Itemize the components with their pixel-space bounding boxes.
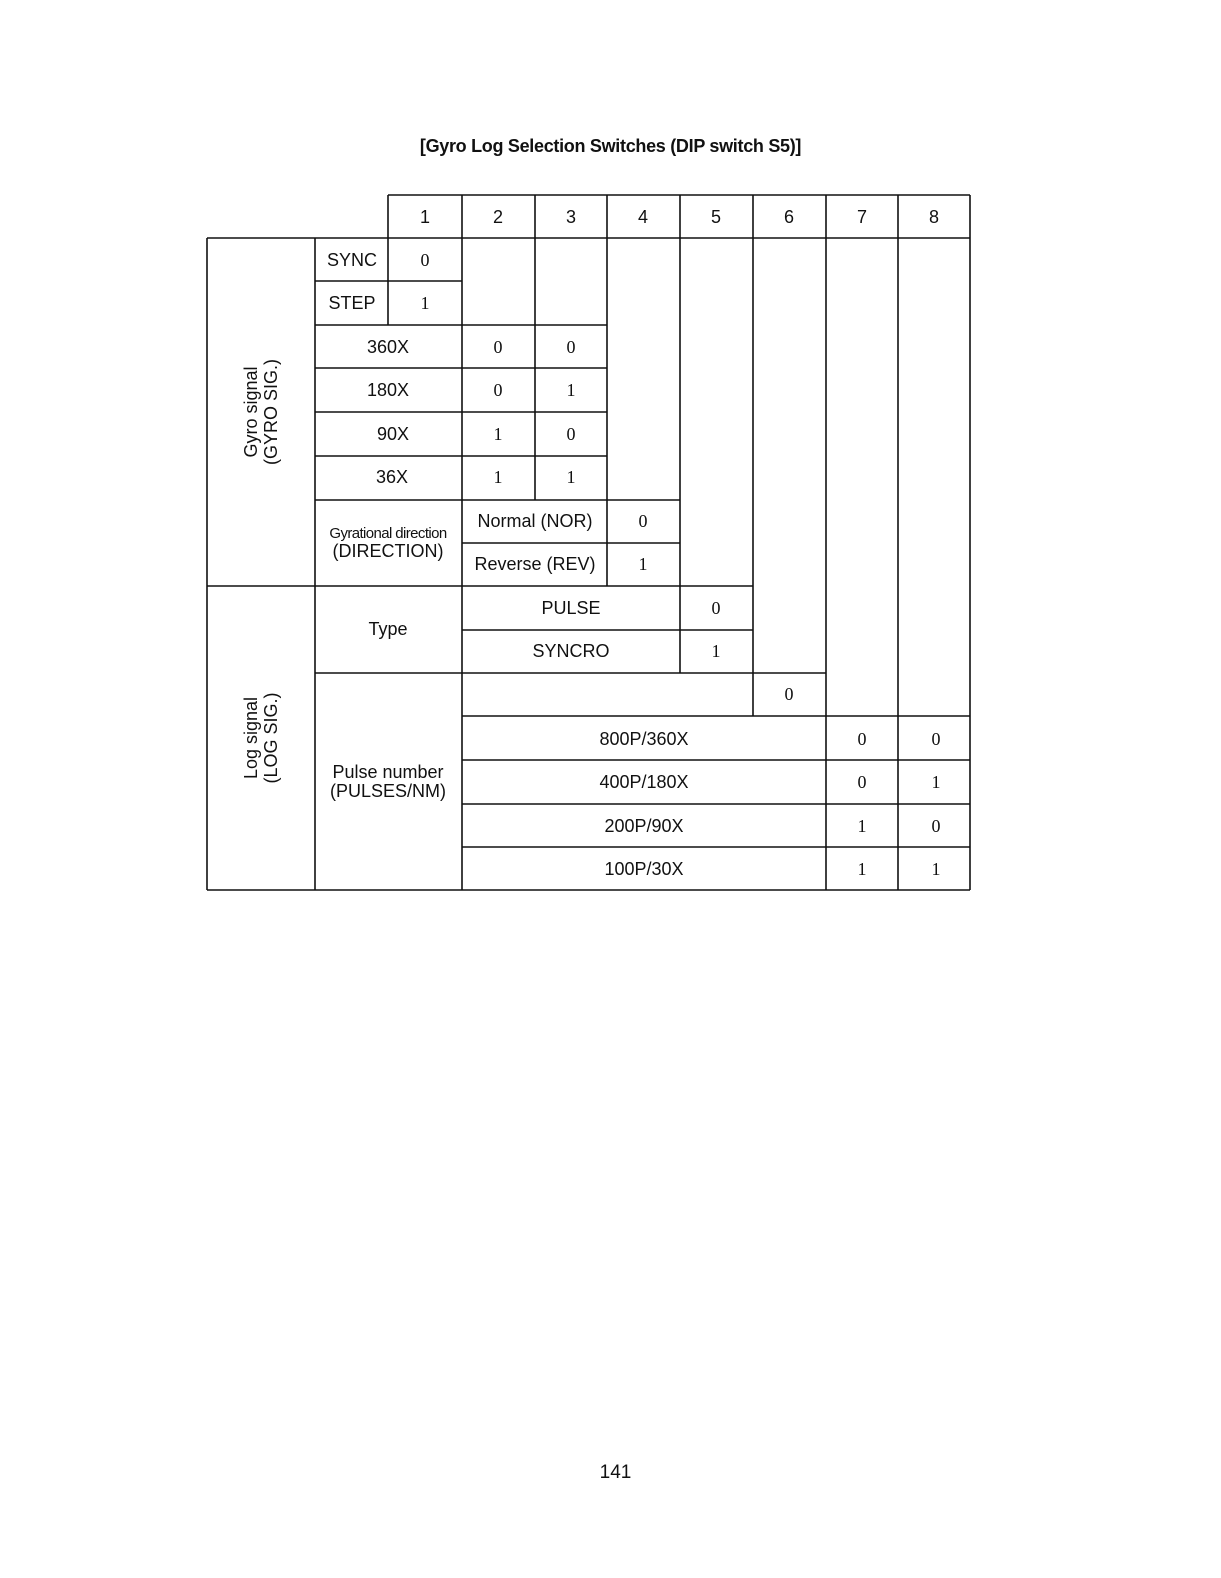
multiplier-s2: 0 <box>493 380 503 400</box>
reverse-label: Reverse (REV) <box>474 554 596 574</box>
gyro-group-label-line2: (GYRO SIG.) <box>261 358 281 466</box>
direction-label-line2: (DIRECTION) <box>332 541 444 561</box>
type-label: Type <box>368 619 408 639</box>
pulse-rate-label: 100P/30X <box>604 859 684 879</box>
pulse-rate-s8: 0 <box>931 729 941 749</box>
header-switch-3: 3 <box>565 207 577 227</box>
pulse-rate-s8: 0 <box>931 816 941 836</box>
sync-label: SYNC <box>326 250 378 270</box>
multiplier-s3: 0 <box>566 424 576 444</box>
pulse-rate-label: 400P/180X <box>599 772 689 792</box>
log-group-label <box>241 692 281 783</box>
pulse-rate-label: 200P/90X <box>604 816 684 836</box>
header-switch-1: 1 <box>419 207 431 227</box>
multiplier-s3: 1 <box>566 467 576 487</box>
pulse-rate-s8: 1 <box>931 772 941 792</box>
log-group-label-line2: (LOG SIG.) <box>261 692 281 784</box>
header-switch-6: 6 <box>783 207 795 227</box>
multiplier-s3: 1 <box>566 380 576 400</box>
direction-label-line1: Gyrational direction <box>329 525 447 542</box>
header-switch-2: 2 <box>492 207 504 227</box>
multiplier-label: 90X <box>376 424 410 444</box>
pulse-rate-s7: 1 <box>857 816 867 836</box>
pulse-rate-s7: 1 <box>857 859 867 879</box>
step-label: STEP <box>328 293 376 313</box>
sync-switch1-value: 0 <box>420 250 430 270</box>
pulse-rate-s7: 0 <box>857 729 867 749</box>
page-title: [Gyro Log Selection Switches (DIP switch S5)] <box>419 136 802 156</box>
gyro-group-label <box>241 359 281 465</box>
multiplier-s2: 1 <box>493 424 503 444</box>
step-switch1-value: 1 <box>420 293 430 313</box>
multiplier-s2: 1 <box>493 467 503 487</box>
reverse-switch4-value: 1 <box>638 554 648 574</box>
pulse-number-label-line1: Pulse number <box>332 762 444 782</box>
syncro-switch5-value: 1 <box>711 641 721 661</box>
pulse-switch5-value: 0 <box>711 598 721 618</box>
gyro-group-label-line1: Gyro signal <box>241 366 261 458</box>
header-switch-5: 5 <box>710 207 722 227</box>
syncro-label: SYNCRO <box>532 641 610 661</box>
switch6-value: 0 <box>784 684 794 704</box>
table-grid-lines <box>207 195 970 890</box>
header-switch-8: 8 <box>928 207 940 227</box>
pulse-number-label-line2: (PULSES/NM) <box>329 781 447 801</box>
multiplier-label: 180X <box>366 380 410 400</box>
multiplier-label: 36X <box>375 467 409 487</box>
pulse-rate-s7: 0 <box>857 772 867 792</box>
log-group-label-line1: Log signal <box>241 696 261 780</box>
multiplier-label: 360X <box>366 337 410 357</box>
multiplier-s3: 0 <box>566 337 576 357</box>
pulse-label: PULSE <box>541 598 601 618</box>
page-number: 141 <box>599 1462 632 1483</box>
header-switch-4: 4 <box>637 207 649 227</box>
normal-switch4-value: 0 <box>638 511 648 531</box>
normal-label: Normal (NOR) <box>477 511 593 531</box>
pulse-rate-s8: 1 <box>931 859 941 879</box>
header-switch-7: 7 <box>856 207 868 227</box>
pulse-rate-label: 800P/360X <box>599 729 689 749</box>
multiplier-s2: 0 <box>493 337 503 357</box>
